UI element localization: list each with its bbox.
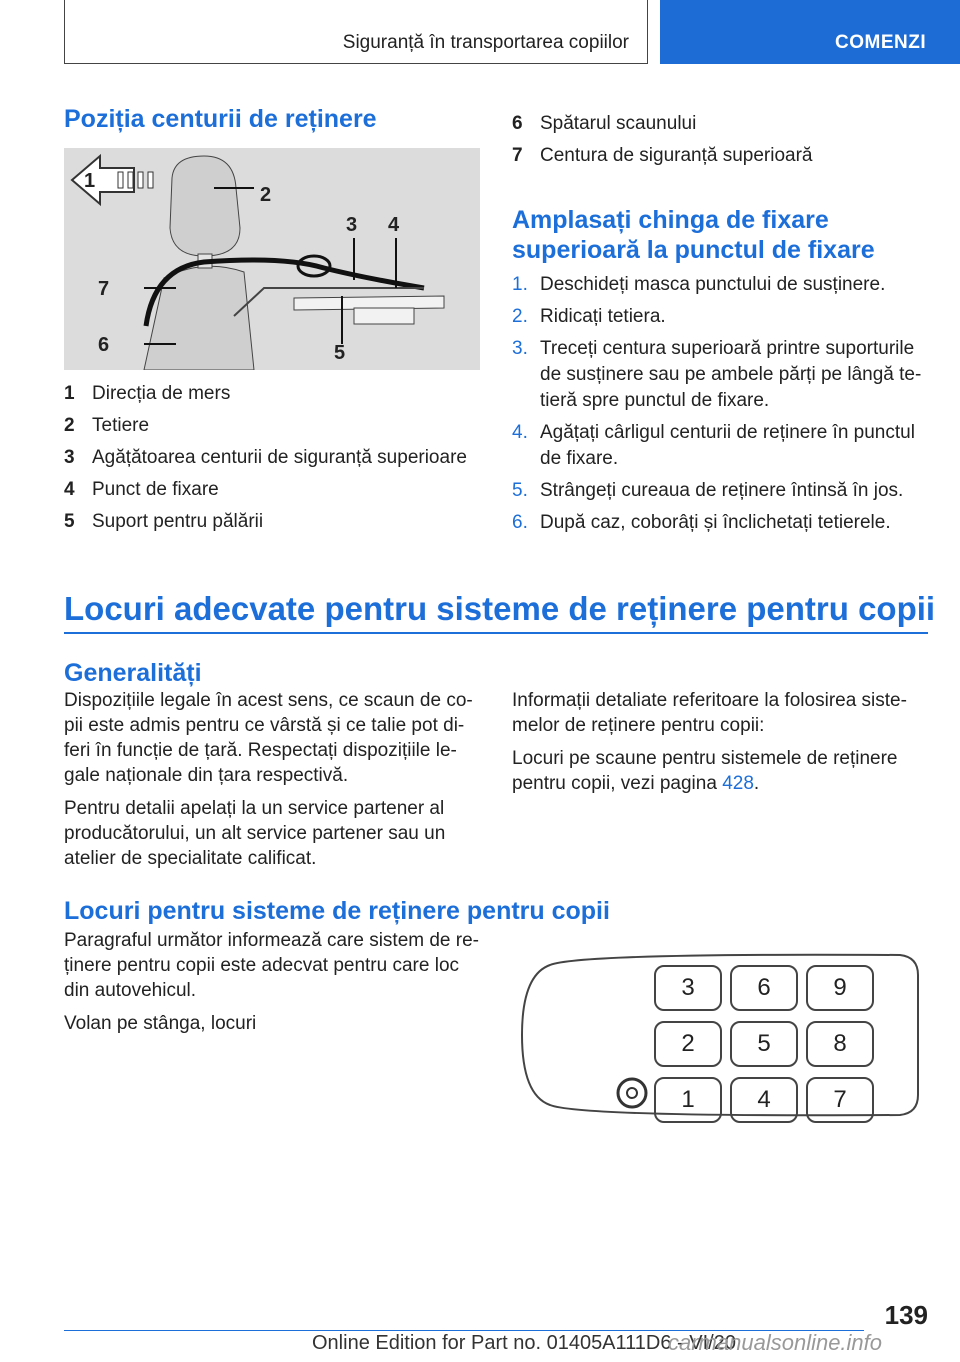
legend-number: 4 [64, 479, 75, 500]
legend-text: Agățătoarea centurii de siguranță superioare [92, 447, 467, 468]
legend-number: 3 [64, 447, 75, 468]
step-number: 2. [512, 306, 528, 327]
header-tab[interactable] [660, 0, 960, 64]
legend-item [64, 410, 467, 442]
section-title-line-1: Amplasați chinga de fixare [512, 206, 829, 234]
fig-label-2: 2 [260, 184, 272, 206]
legend-item [64, 506, 467, 538]
header-tab-label: COMENZI [835, 32, 927, 53]
legend-number: 5 [64, 511, 75, 532]
legend-number: 6 [512, 113, 523, 134]
seat-1: 1 [654, 1077, 722, 1123]
seat-4: 4 [730, 1077, 798, 1123]
page-link[interactable]: 428 [722, 773, 754, 794]
legend-text: Direcția de mers [92, 383, 231, 404]
step-item [512, 272, 928, 298]
legend-item [512, 140, 813, 172]
paragraph-text: . [753, 773, 760, 794]
legend-item [64, 378, 467, 410]
seat-8: 8 [806, 1021, 874, 1067]
seat-7: 7 [806, 1077, 874, 1123]
fig-label-5: 5 [334, 342, 346, 364]
fig-label-3: 3 [346, 214, 358, 236]
section-title-attach-strap [512, 205, 875, 265]
step-number: 4. [512, 422, 528, 443]
legend-number: 2 [64, 415, 75, 436]
legend-number: 7 [512, 145, 523, 166]
general-left-text [64, 688, 480, 879]
seat-2: 2 [654, 1021, 722, 1067]
step-item [512, 304, 928, 330]
step-text: Strângeți cureaua de reținere întinsă în jos. [540, 480, 904, 501]
seat-3: 3 [654, 965, 722, 1011]
seat-5: 5 [730, 1021, 798, 1067]
legend-text: Spătarul scaunului [540, 113, 697, 134]
legend-item [64, 474, 467, 506]
section-title-belt-position: Poziția centurii de reținere [64, 105, 377, 133]
legend-text: Punct de fixare [92, 479, 219, 500]
headrest-figure [64, 148, 480, 370]
legend-list-left [64, 378, 467, 538]
subsection-title-general: Generalități [64, 659, 202, 687]
fig-label-1: 1 [84, 170, 96, 192]
step-number: 3. [512, 338, 528, 359]
seats-text [64, 928, 480, 1044]
step-number: 6. [512, 512, 528, 533]
fig-label-4: 4 [388, 214, 400, 236]
seat-grid [654, 965, 874, 1123]
step-text: După caz, coborâți și înclichetați tetierele. [540, 512, 891, 533]
legend-list-right [512, 108, 813, 172]
paragraph: Informații detaliate referitoare la folosirea siste‐melor de reținere pentru copii: [512, 690, 907, 736]
paragraph-text: Locuri pe scaune pentru sistemele de reținere pentru copii, vezi pagina [512, 748, 898, 794]
legend-number: 1 [64, 383, 75, 404]
seat-9: 9 [806, 965, 874, 1011]
legend-item [512, 108, 813, 140]
legend-text: Tetiere [92, 415, 150, 436]
chapter-title: Locuri adecvate pentru sisteme de reținere pentru copii [64, 590, 936, 627]
fig-label-6: 6 [98, 334, 110, 356]
header-frame [64, 0, 648, 64]
paragraph [512, 746, 928, 796]
steps-list [512, 272, 928, 542]
general-right-text [512, 688, 928, 804]
legend-item [64, 442, 467, 474]
paragraph: Pentru detalii apelați la un service partener al producătorului, un alt service partener sau un atelier de specialitate calificat. [64, 798, 446, 869]
legend-text: Centura de siguranță superioară [540, 145, 813, 166]
watermark: carmanualsonline.info [668, 1330, 883, 1355]
step-item [512, 510, 928, 536]
page-number: 139 [884, 1300, 928, 1330]
section-title-line-2: superioară la punctul de fixare [512, 236, 875, 264]
step-item [512, 420, 928, 472]
chapter-rule [64, 632, 928, 634]
headrest-diagram [64, 148, 480, 370]
legend-text: Suport pentru pălării [92, 511, 264, 532]
step-text: Agățați cârligul centurii de reținere în punctul de fixare. [540, 422, 915, 469]
header-title: Siguranță în transportarea copiilor [342, 32, 629, 53]
seat-6: 6 [730, 965, 798, 1011]
paragraph: Dispozițiile legale în acest sens, ce scaun de co‐pii este admis pentru ce vârstă și ce talie pot di‐feri în funcție de țară. Respectați dispozițiile le‐gale naționale din țara respectivă. [64, 690, 473, 786]
paragraph: Volan pe stânga, locuri [64, 1013, 257, 1034]
step-number: 5. [512, 480, 528, 501]
footer-edition: Online Edition for Part no. 01405A111D6 - VI/20 [312, 1332, 736, 1354]
step-number: 1. [512, 274, 528, 295]
seat-layout-figure [520, 945, 920, 1125]
step-item [512, 478, 928, 504]
fig-label-7: 7 [98, 278, 110, 300]
step-text: Deschideți masca punctului de susținere. [540, 274, 886, 295]
step-text: Ridicați tetiera. [540, 306, 666, 327]
section-title-seats: Locuri pentru sisteme de reținere pentru copii [64, 897, 610, 925]
paragraph: Paragraful următor informează care sistem de re‐ținere pentru copii este adecvat pentru care loc din autovehicul. [64, 930, 479, 1001]
step-text: Treceți centura superioară printre suporturile de susținere sau pe ambele părți pe lângă te‐tieră spre punctul de fixare. [540, 338, 922, 411]
step-item [512, 336, 928, 414]
